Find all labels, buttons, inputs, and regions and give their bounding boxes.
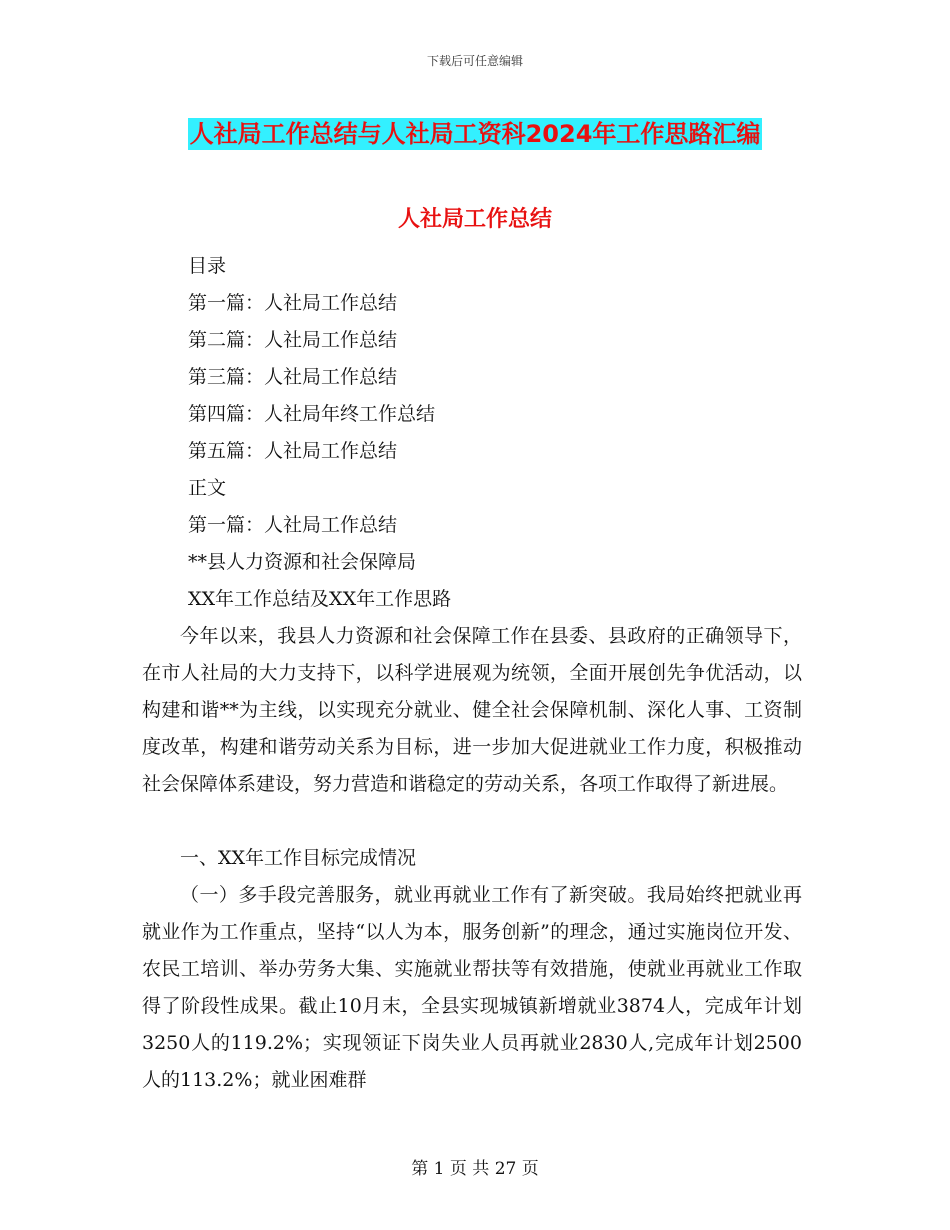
table-of-contents	[188, 248, 828, 618]
section-title: 第一篇：人社局工作总结	[188, 514, 398, 536]
toc-item: 第二篇：人社局工作总结	[188, 329, 398, 351]
header-note: 下载后可任意编辑	[426, 54, 523, 68]
page-footer: 第 1 页 共 27 页	[411, 1159, 539, 1179]
document-title-text: 人社局工作总结与人社局工资科2024年工作思路汇编	[189, 120, 761, 148]
toc-item: 第四篇：人社局年终工作总结	[188, 403, 436, 425]
toc-heading: 目录	[188, 255, 227, 277]
intro-paragraph: 今年以来，我县人力资源和社会保障工作在县委、县政府的正确领导下，在市人社局的大力支持下，以科学进展观为统领，全面开展创先争优活动，以构建和谐**为主线，以实现充分就业、健全社会保障机制、深化人事、工资制度改革，构建和谐劳动关系为目标，进一步加大促进就业工作力度，积极推动社会保障体系建设，努力营造和谐稳定的劳动关系，各项工作取得了新进展。	[142, 625, 802, 795]
item-paragraph: （一）多手段完善服务，就业再就业工作有了新突破。我局始终把就业再就业作为工作重点，坚持“以人为本，服务创新”的理念，通过实施岗位开发、农民工培训、举办劳务大集、实施就业帮扶等有效措施，使就业再就业工作取得了阶段性成果。截止10月末，全县实现城镇新增就业3874人，完成年计划3250人的119.2%；实现领证下岗失业人员再就业2830人,完成年计划2500人的113.2%；就业困难群	[142, 884, 802, 1091]
section-heading: 一、XX年工作目标完成情况	[180, 847, 417, 869]
toc-item: 第一篇：人社局工作总结	[188, 292, 398, 314]
toc-item: 第三篇：人社局工作总结	[188, 366, 398, 388]
document-subtitle: 人社局工作总结	[397, 207, 552, 232]
body-heading: 正文	[188, 477, 227, 499]
organization-name: **县人力资源和社会保障局	[188, 551, 417, 573]
report-title: XX年工作总结及XX年工作思路	[188, 588, 452, 610]
document-title	[0, 112, 950, 150]
toc-item: 第五篇：人社局工作总结	[188, 440, 398, 462]
